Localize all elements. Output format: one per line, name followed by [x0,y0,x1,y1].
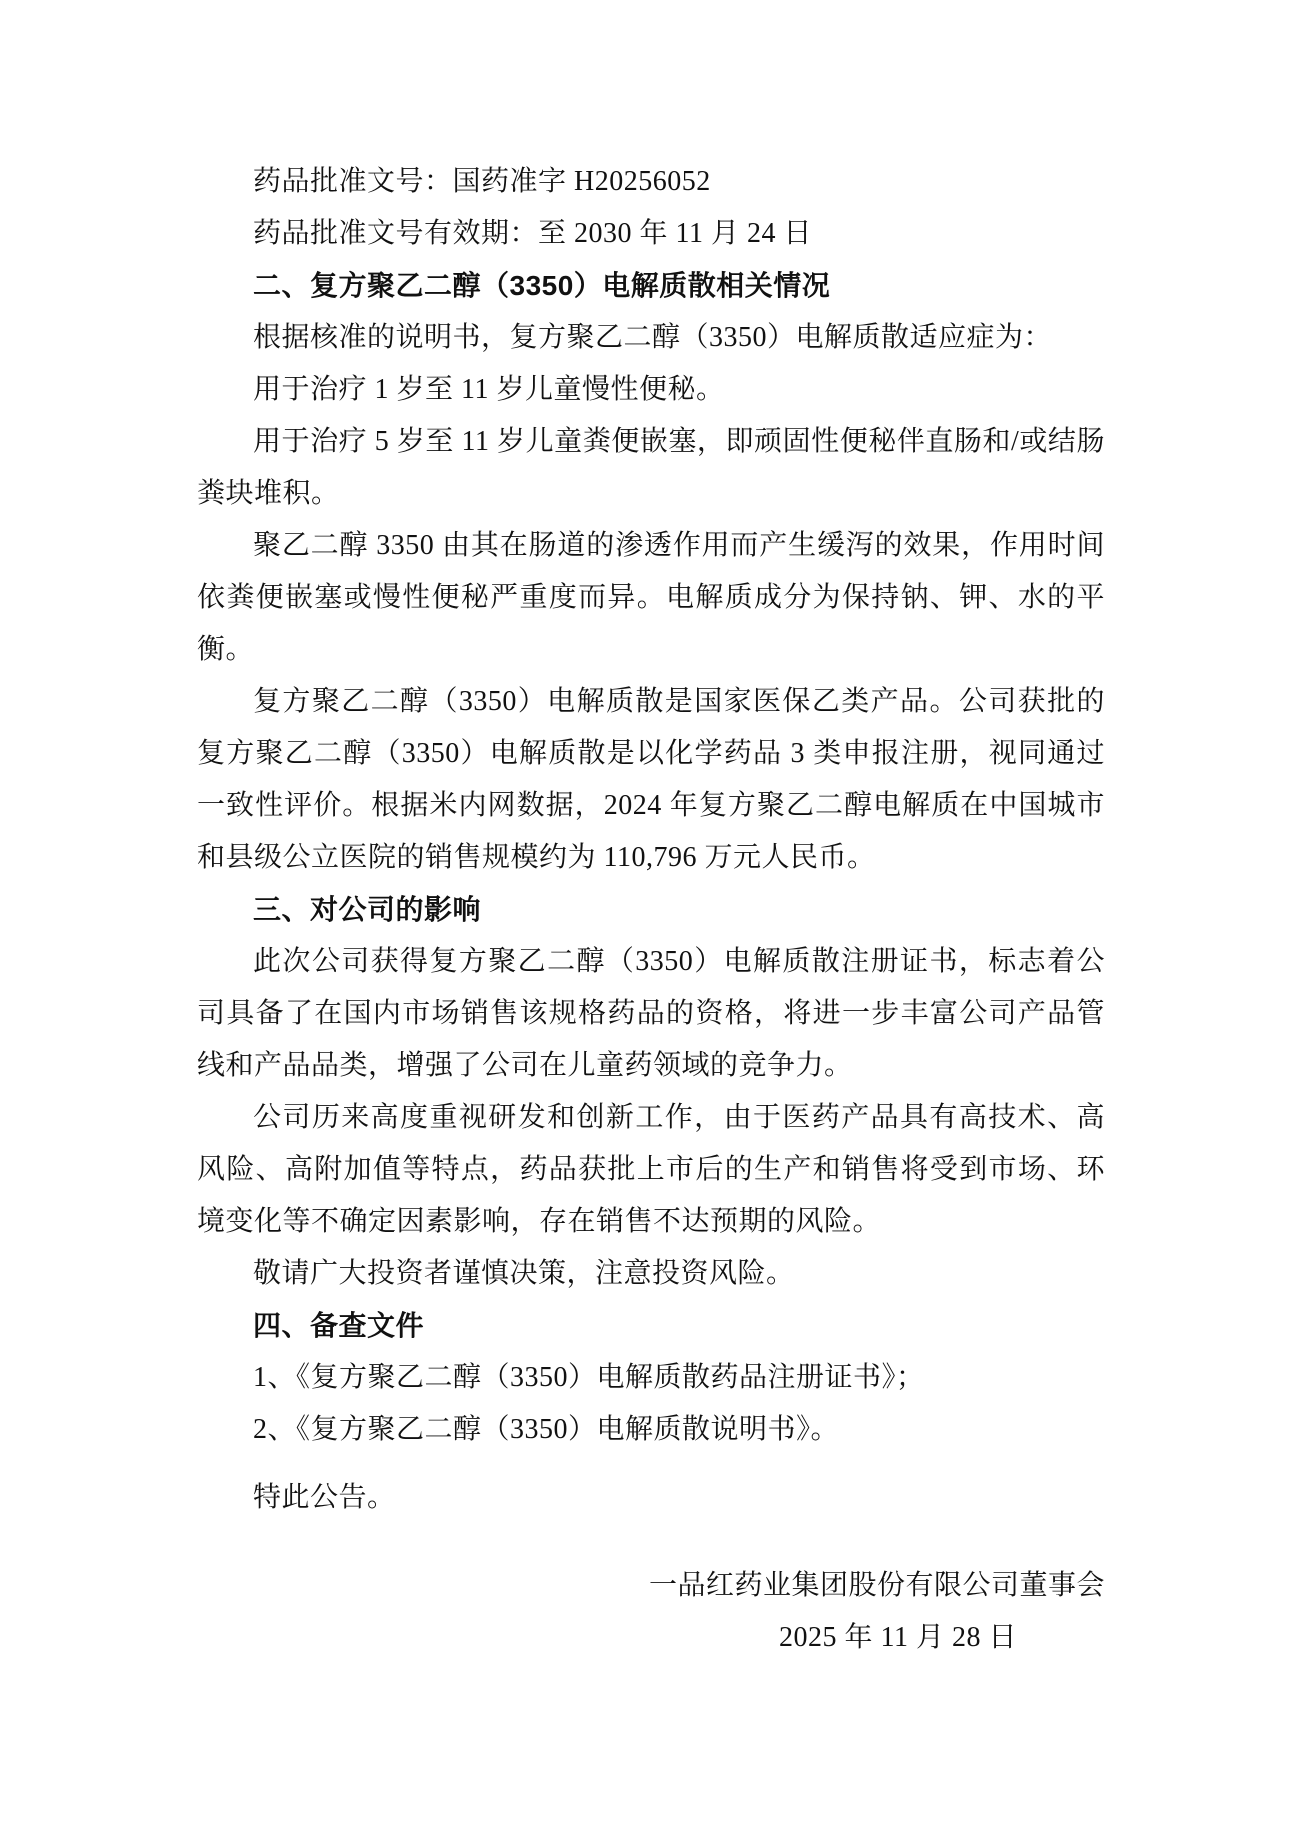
paragraph: 此次公司获得复方聚乙二醇（3350）电解质散注册证书，标志着公司具备了在国内市场销售该规格药品的资格，将进一步丰富公司产品管线和产品品类，增强了公司在儿童药领域的竞争力。 [197,946,1105,1081]
signature-company: 一品红药业集团股份有限公司董事会 [648,1570,1105,1601]
section-heading: 二、复方聚乙二醇（3350）电解质散相关情况 [253,270,831,301]
paragraph: 复方聚乙二醇（3350）电解质散是国家医保乙类产品。公司获批的复方聚乙二醇（3350）电解质散是以化学药品 3 类申报注册，视同通过一致性评价。根据米内网数据，2024 年复方聚乙二醇电解质在中国城市和县级公立医院的销售规模约为 110,796 万元人民币。 [197,686,1105,873]
paragraph: 2、《复方聚乙二醇（3350）电解质散说明书》。 [253,1414,840,1445]
paragraph: 聚乙二醇 3350 由其在肠道的渗透作用而产生缓泻的效果，作用时间依粪便嵌塞或慢性便秘严重度而异。电解质成分为保持钠、钾、水的平衡。 [197,530,1105,665]
paragraph: 敬请广大投资者谨慎决策，注意投资风险。 [253,1258,795,1289]
paragraph: 用于治疗 5 岁至 11 岁儿童粪便嵌塞，即顽固性便秘伴直肠和/或结肠粪块堆积。 [197,426,1105,509]
paragraph: 根据核准的说明书，复方聚乙二醇（3350）电解质散适应症为： [253,322,1053,353]
paragraph: 药品批准文号有效期：至 2030 年 11 月 24 日 [253,218,812,249]
section-heading: 三、对公司的影响 [253,894,482,925]
paragraph: 1、《复方聚乙二醇（3350）电解质散药品注册证书》； [253,1362,925,1393]
signature-date: 2025 年 11 月 28 日 [779,1622,1017,1653]
paragraph: 药品批准文号：国药准字 H20256052 [253,166,711,197]
paragraph: 公司历来高度重视研发和创新工作，由于医药产品具有高技术、高风险、高附加值等特点，药品获批上市后的生产和销售将受到市场、环境变化等不确定因素影响，存在销售不达预期的风险。 [197,1102,1105,1237]
paragraph: 用于治疗 1 岁至 11 岁儿童慢性便秘。 [253,374,725,405]
section-heading: 四、备查文件 [253,1310,425,1341]
announcement-body [197,156,1105,1664]
closing-note: 特此公告。 [253,1482,396,1513]
